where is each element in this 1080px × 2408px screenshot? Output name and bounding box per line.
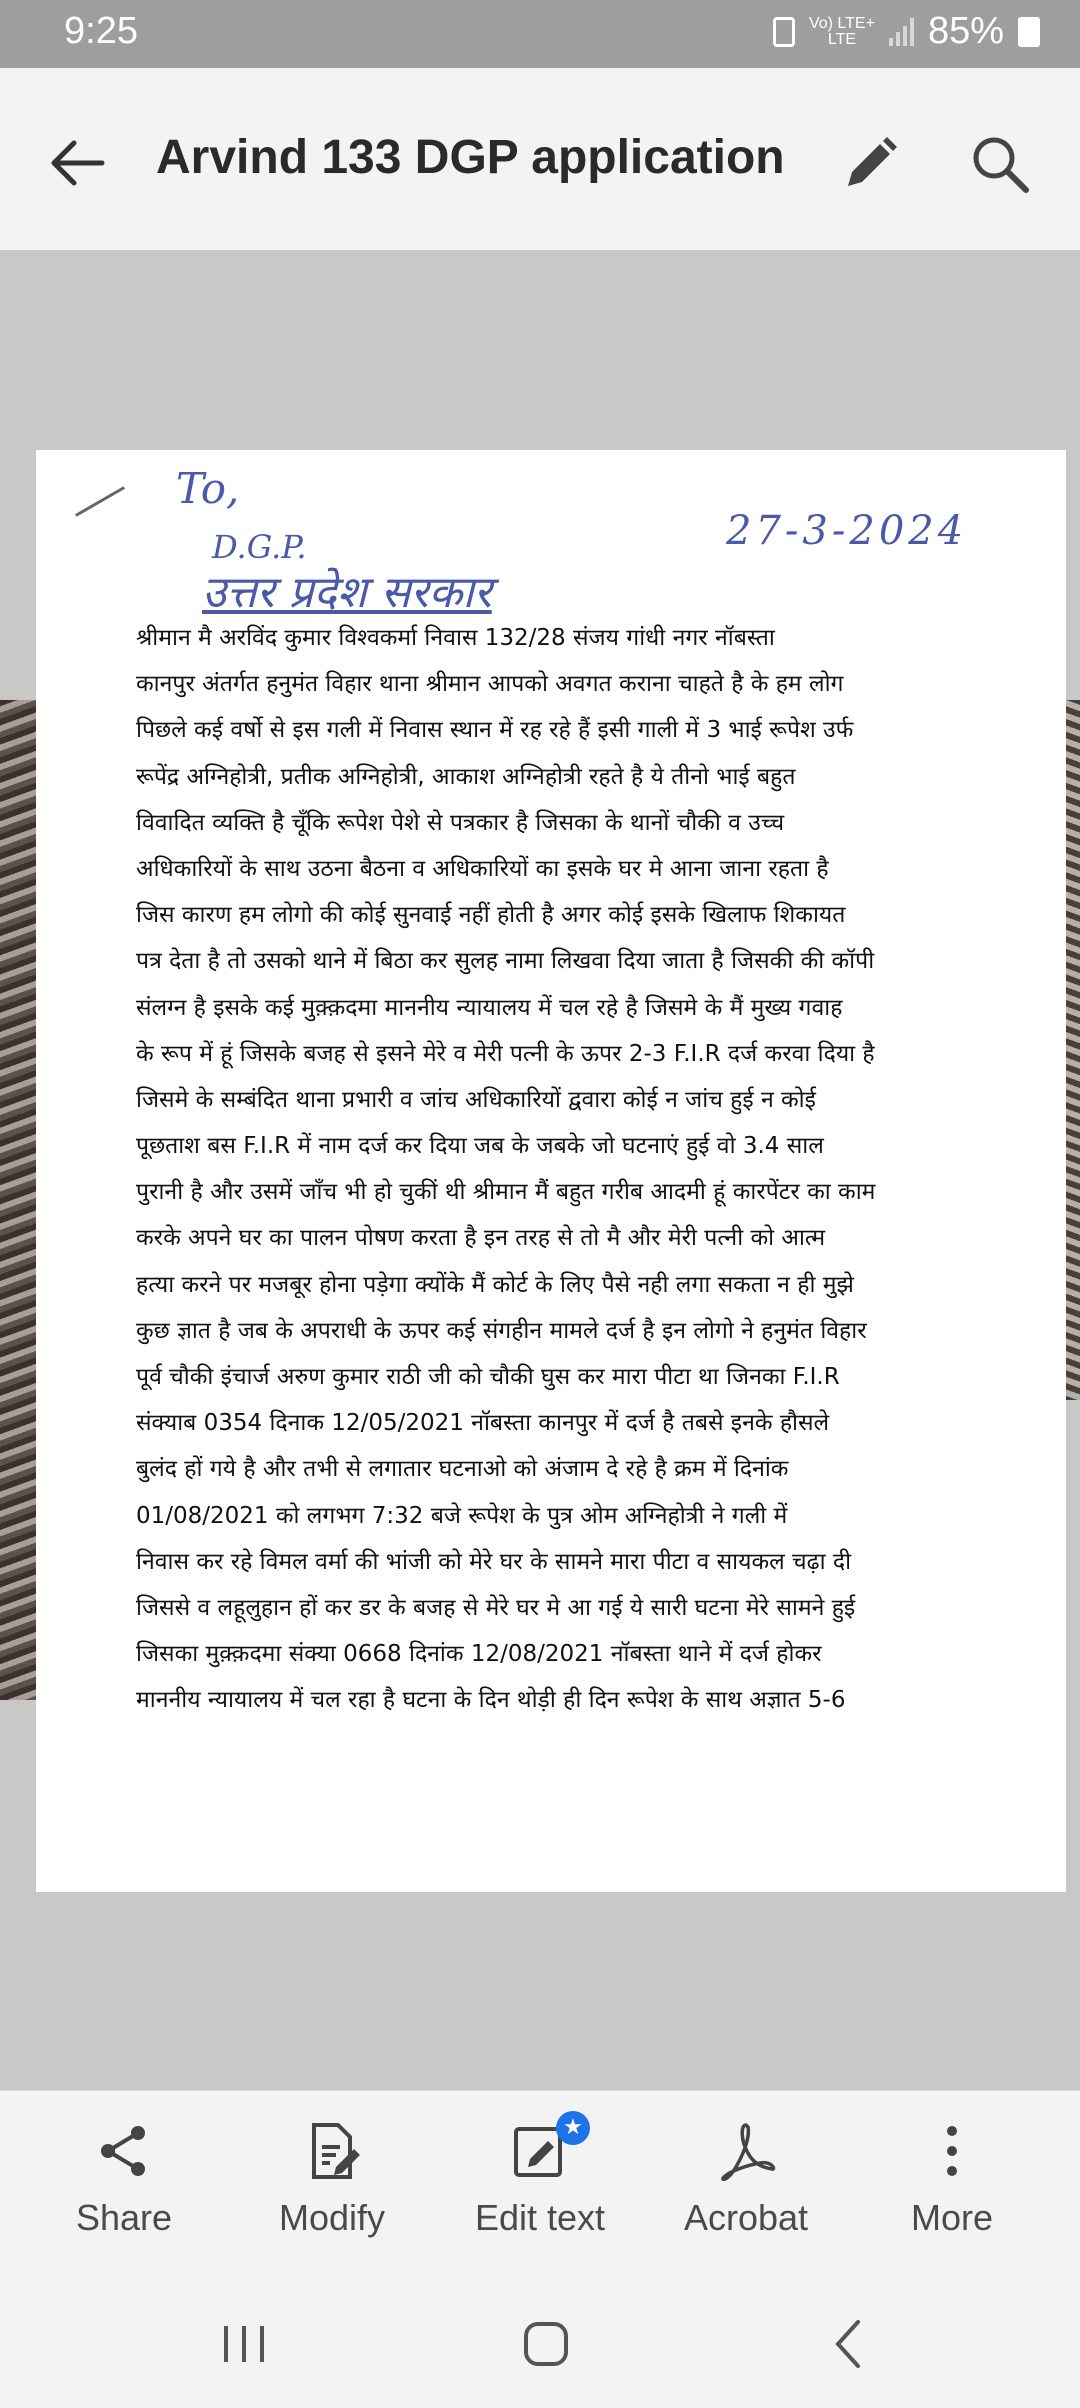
text-line: जिसमे के सम्बंदित थाना प्रभारी व जांच अधिकारियों द्ववारा कोई न जांच हुई न कोई (136, 1086, 816, 1113)
share-icon (92, 2119, 156, 2183)
text-line: पूर्व चौकी इंचार्ज अरुण कुमार राठी जी को चौकी घुस कर मारा पीटा था जिनका F.I.R (136, 1364, 840, 1390)
text-line: जिसका मुक़्क़दमा संक्या 0668 दिनांक 12/08/2021 नॉबस्ता थाने में दर्ज होकर (136, 1641, 822, 1668)
text-line: कुछ ज्ञात है जब के अपराधी के ऊपर कई संगहीन मामले दर्ज है इन लोगो ने हनुमंत विहार (136, 1317, 867, 1344)
text-line: श्रीमान मै अरविंद कुमार विश्वकर्मा निवास 132/28 संजय गांधी नगर नॉबस्ता (136, 625, 775, 651)
back-button[interactable] (40, 123, 120, 203)
text-line: के रूप में हूं जिसके बजह से इसने मेरे व मेरी पत्नी के ऊपर 2-3 F.I.R दर्ज करवा दिया है (136, 1040, 875, 1067)
more-vertical-icon (920, 2119, 984, 2183)
home-button[interactable] (516, 2314, 576, 2374)
status-time: 9:25 (64, 10, 138, 52)
status-bar (0, 0, 1080, 68)
text-line: रूपेंद्र अग्निहोत्री, प्रतीक अग्निहोत्री, आकाश अग्निहोत्री रहते है ये तीनो भाई बहुत (136, 763, 796, 790)
search-icon (960, 124, 1040, 204)
status-icons (773, 10, 1040, 53)
document-page[interactable] (36, 450, 1066, 1892)
modify-button[interactable] (232, 2119, 432, 2239)
home-icon (516, 2314, 576, 2374)
share-label: Share (75, 2197, 173, 2238)
pencil-icon (830, 124, 910, 204)
handwritten-to: To, (176, 464, 240, 513)
back-nav-button[interactable] (820, 2314, 880, 2374)
bottom-toolbar (0, 2090, 1080, 2281)
text-line: 01/08/2021 को लगभग 7:32 बजे रूपेश के पुत्र ओम अग्निहोत्री ने गली में (136, 1502, 788, 1529)
handwritten-recipient: D.G.P. (212, 528, 307, 566)
system-nav-bar (0, 2280, 1080, 2408)
search-button[interactable] (960, 124, 1040, 204)
recent-apps-icon (214, 2314, 274, 2374)
acrobat-label: Acrobat (683, 2197, 809, 2238)
text-line: अधिकारियों के साथ उठना बैठना व अधिकारियों का इसके घर मे आना जाना रहता है (136, 855, 829, 882)
edit-text-label: Edit text (474, 2197, 606, 2238)
acrobat-icon (714, 2119, 778, 2183)
modify-icon (300, 2119, 364, 2183)
text-line: संक्याब 0354 दिनाक 12/05/2021 नॉबस्ता कानपुर में दर्ज है तबसे इनके हौसले (136, 1410, 830, 1437)
battery-icon (1018, 17, 1040, 47)
text-line: पूछताश बस F.I.R में नाम दर्ज कर दिया जब के जबके जो घटनाएं हुई वो 3.4 साल (136, 1133, 824, 1160)
back-arrow-icon (40, 123, 120, 203)
more-button[interactable] (852, 2119, 1052, 2239)
top-app-bar (0, 68, 1080, 251)
text-line: बुलंद हों गये है और तभी से लगातार घटनाओ को अंजाम दे रहे है क्रम में दिनांक (136, 1456, 789, 1483)
handwritten-date: 27-3-2024 (726, 508, 968, 554)
text-line: पिछले कई वर्षो से इस गली में निवास स्थान में रह रहे हैं इसी गाली में 3 भाई रूपेश उर्फ (136, 717, 854, 744)
modify-label: Modify (278, 2197, 386, 2238)
text-line: संलग्न है इसके कई मुक़्क़दमा माननीय न्यायालय में चल रहे है जिसमे के मैं मुख्य गवाह (136, 994, 843, 1021)
battery-percent: 85% (927, 10, 1004, 52)
photo-background (0, 700, 40, 1700)
letter-body (136, 615, 1016, 1724)
text-line: विवादित व्यक्ति है चूँकि रूपेश पेशे से पत्रकार है जिसका के थानों चौकी व उच्च (136, 809, 785, 836)
text-line: कानपुर अंतर्गत हनुमंत विहार थाना श्रीमान आपको अवगत कराना चाहते है के हम लोग (136, 671, 844, 698)
text-line: हत्या करने पर मजबूर होना पड़ेगा क्योंके मैं कोर्ट के लिए पैसे नही लगा सकता न ही मुझे (136, 1271, 854, 1298)
document-title: Arvind 133 DGP application (156, 131, 785, 184)
handwritten-organization: उत्तर प्रदेश सरकार (202, 567, 492, 618)
text-line: जिससे व लहूलुहान हों कर डर के बजह से मेरे घर मे आ गई ये सारी घटना मेरे सामने हुई (136, 1594, 856, 1621)
text-line: माननीय न्यायालय में चल रहा है घटना के दिन थोड़ी ही दिन रूपेश के साथ अज्ञात 5-6 (136, 1687, 846, 1714)
text-line: करके अपने घर का पालन पोषण करता है इन तरह से तो मै और मेरी पत्नी को आत्म (136, 1225, 826, 1252)
recent-apps-button[interactable] (214, 2314, 274, 2374)
edit-button[interactable] (830, 124, 910, 204)
share-button[interactable] (24, 2119, 224, 2239)
new-badge-icon: ★ (556, 2111, 590, 2145)
text-line: जिस कारण हम लोगो की कोई सुनवाई नहीं होती है अगर कोई इसके खिलाफ शिकायत (136, 902, 846, 929)
network-type: Vo) LTE+ LTE (808, 14, 875, 48)
edit-text-button[interactable] (440, 2115, 640, 2239)
text-line: पुरानी है और उसमें जाँच भी हो चुकीं थी श्रीमान मैं बहुत गरीब आदमी हूं कारपेंटर का काम (136, 1179, 876, 1206)
signal-icon (889, 18, 914, 46)
more-label: More (910, 2197, 994, 2238)
pen-mark (75, 486, 125, 517)
sim-icon (773, 17, 795, 47)
back-chevron-icon (820, 2314, 880, 2374)
text-line: निवास कर रहे विमल वर्मा की भांजी को मेरे घर के सामने मारा पीटा व सायकल चढ़ा दी (136, 1548, 852, 1575)
acrobat-button[interactable] (646, 2119, 846, 2239)
text-line: पत्र देता है तो उसको थाने में बिठा कर सुलह नामा लिखवा दिया जाता है जिसकी की कॉपी (136, 948, 875, 975)
